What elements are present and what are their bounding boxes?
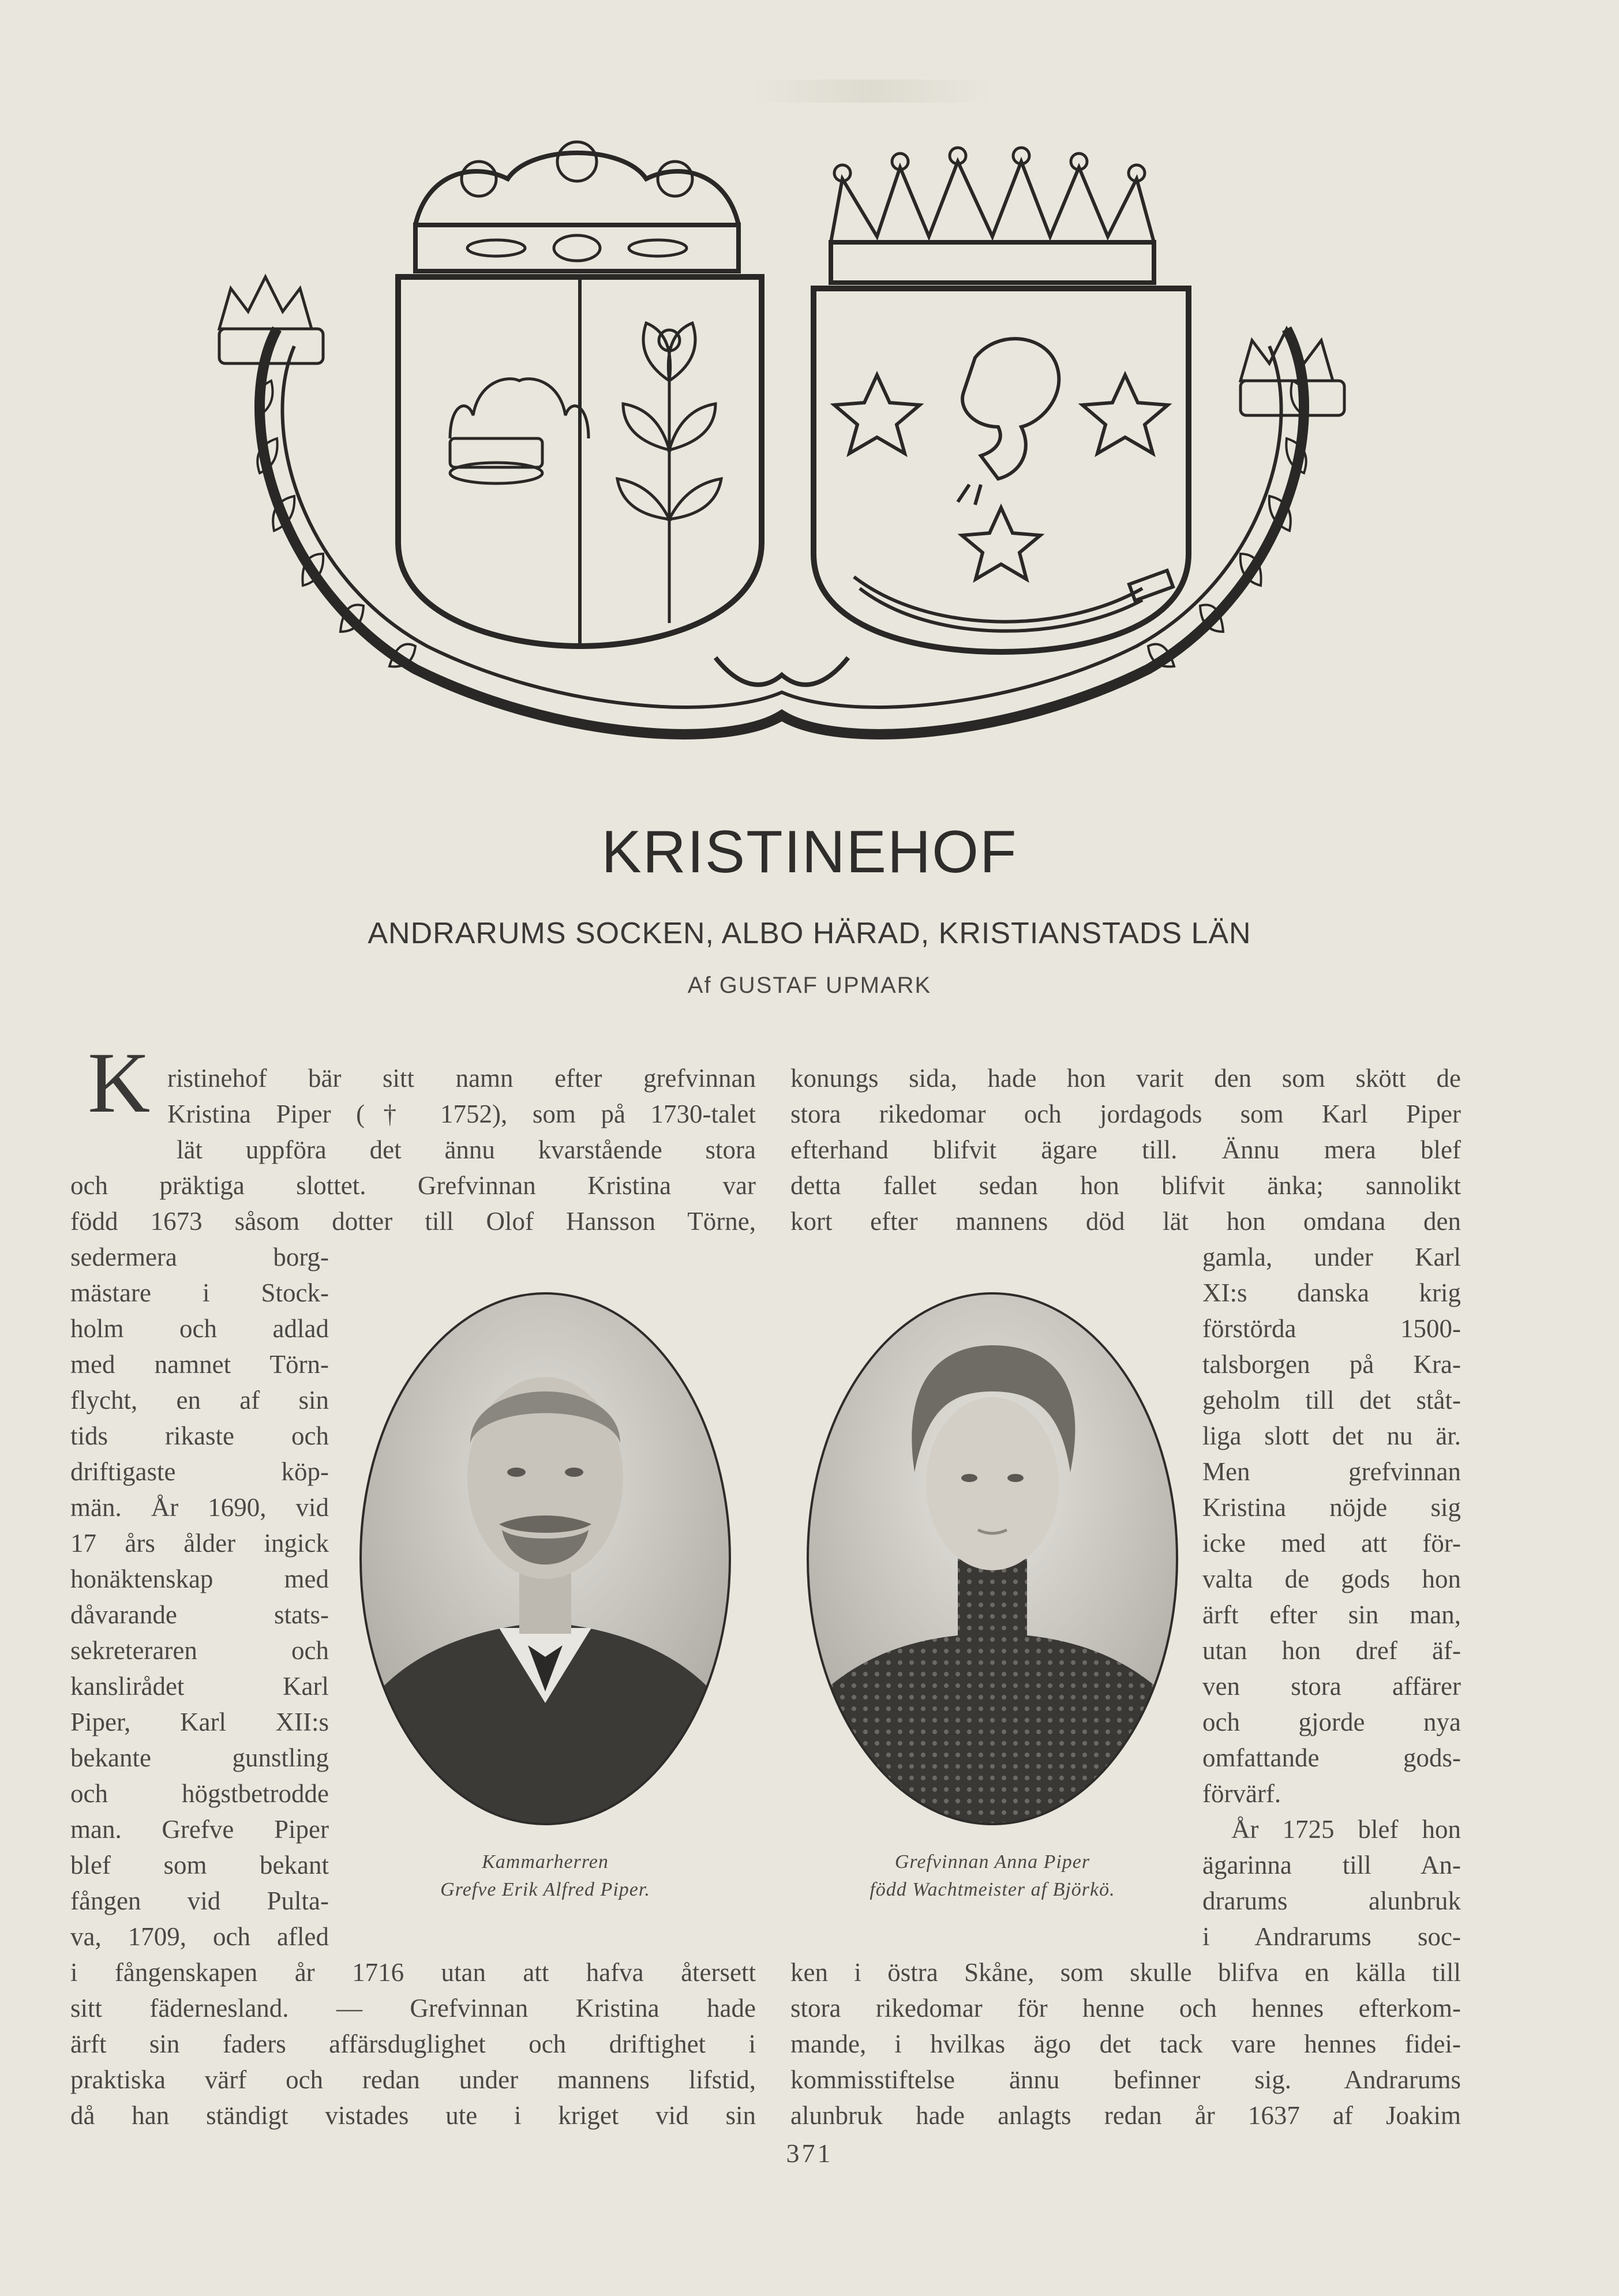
coat-of-arms-illustration <box>208 138 1356 750</box>
ribbon <box>715 658 848 685</box>
text-line: liga slott det nu är. <box>1202 1421 1461 1450</box>
text-line: tids rikaste och <box>70 1421 329 1450</box>
text-line: konungs sida, hade hon varit den som skött de <box>790 1064 1461 1093</box>
page-number: 371 <box>786 2139 833 2168</box>
text-line: honäktenskap med <box>70 1565 329 1593</box>
portrait-anna-piper <box>802 1288 1183 1830</box>
star-icon <box>1082 375 1168 453</box>
text-line: född 1673 såsom dotter till Olof Hansson Törne, <box>70 1207 756 1236</box>
text-line: sekreteraren och <box>70 1636 329 1665</box>
text-line: År 1725 blef hon <box>1231 1815 1461 1844</box>
text-line: man. Grefve Piper <box>70 1815 329 1844</box>
text-line: geholm till det ståt- <box>1202 1386 1461 1415</box>
left-main-crown-icon <box>415 142 739 271</box>
text-line: kort efter mannens död lät hon omdana den <box>790 1207 1461 1236</box>
caption-line: Grefve Erik Alfred Piper. <box>440 1879 650 1900</box>
text-line: valta de gods hon <box>1202 1565 1461 1593</box>
text-line: Kristina nöjde sig <box>1202 1493 1461 1522</box>
text-line: ristinehof bär sitt namn efter grefvinnan <box>167 1064 756 1093</box>
text-line: förstörda 1500- <box>1202 1314 1461 1343</box>
text-line: förvärf. <box>1202 1779 1281 1808</box>
portrait-caption-1 <box>355 1848 736 1904</box>
text-line: ägarinna till An- <box>1202 1851 1461 1879</box>
article-title: KRISTINEHOF <box>601 819 1018 886</box>
crown-icon <box>450 379 589 483</box>
right-main-crown-icon <box>831 148 1154 283</box>
text-line: praktiska värf och redan under mannens lifstid, <box>70 2065 756 2094</box>
text-line: driftigaste köp- <box>70 1457 329 1486</box>
text-line: mästare i Stock- <box>70 1278 329 1307</box>
text-line: utan hon dref äf- <box>1202 1636 1461 1665</box>
text-line: icke med att för- <box>1202 1529 1461 1558</box>
griffin-icon <box>958 339 1059 505</box>
star-icon <box>834 375 920 453</box>
text-line: gamla, under Karl <box>1202 1243 1461 1271</box>
text-line: kanslirådet Karl <box>70 1672 329 1701</box>
bleed-through-ghost <box>750 80 992 103</box>
text-line: Kristina Piper († 1752), som på 1730-talet <box>167 1100 756 1128</box>
article-byline: Af GUSTAF UPMARK <box>687 973 932 998</box>
left-shield <box>398 277 762 646</box>
text-line: efterhand blifvit ägare till. Ännu mera blef <box>790 1135 1461 1164</box>
text-line: blef som bekant <box>70 1851 329 1879</box>
text-line: sitt fädernesland. — Grefvinnan Kristina hade <box>70 1994 756 2023</box>
text-line: fången vid Pulta- <box>70 1886 329 1915</box>
text-line: drarums alunbruk <box>1202 1886 1461 1915</box>
text-line: ken i östra Skåne, som skulle blifva en källa till <box>790 1958 1461 1987</box>
caption-line: Kammarherren <box>482 1851 609 1873</box>
text-line: XI:s danska krig <box>1202 1278 1461 1307</box>
drop-cap: K <box>88 1035 151 1131</box>
text-line: ven stora affärer <box>1202 1672 1461 1701</box>
text-line: i Andrarums soc- <box>1202 1922 1461 1951</box>
text-line: omfattande gods- <box>1202 1743 1461 1772</box>
text-line: sedermera borg- <box>70 1243 329 1271</box>
text-line: flycht, en af sin <box>70 1386 329 1415</box>
text-line: lät uppföra det ännu kvarstående stora <box>177 1135 756 1164</box>
text-line: Men grefvinnan <box>1202 1457 1461 1486</box>
text-line: i fångenskapen år 1716 utan att hafva återsett <box>70 1958 756 1987</box>
text-line: ärft sin faders affärsduglighet och driftighet i <box>70 2029 756 2058</box>
star-icon <box>962 508 1040 579</box>
article-subtitle: ANDRARUMS SOCKEN, ALBO HÄRAD, KRISTIANSTADS LÄN <box>368 917 1251 950</box>
text-line: 17 års ålder ingick <box>70 1529 329 1558</box>
sabre-icon <box>854 571 1173 631</box>
text-line: kommisstiftelse ännu befinner sig. Andrarums <box>790 2065 1461 2094</box>
right-shield <box>814 288 1189 652</box>
portrait-erik-alfred-piper <box>355 1288 736 1830</box>
text-line: stora rikedomar för henne och hennes efterkom- <box>790 1994 1461 2023</box>
text-line: och gjorde nya <box>1202 1708 1461 1736</box>
text-line: mande, i hvilkas ägo det tack vare hennes fidei- <box>790 2029 1461 2058</box>
text-line: ärft efter sin man, <box>1202 1600 1461 1629</box>
caption-line: Grefvinnan Anna Piper <box>894 1851 1090 1873</box>
text-line: stora rikedomar och jordagods som Karl Piper <box>790 1100 1461 1128</box>
text-line: bekante gunstling <box>70 1743 329 1772</box>
text-line: va, 1709, och afled <box>70 1922 329 1951</box>
text-line: och högstbetrodde <box>70 1779 329 1808</box>
text-line: talsborgen på Kra- <box>1202 1350 1461 1379</box>
branch-icon <box>617 323 721 623</box>
text-line: alunbruk hade anlagts redan år 1637 af Joakim <box>790 2101 1461 2130</box>
text-line: män. År 1690, vid <box>70 1493 329 1522</box>
text-line: då han ständigt vistades ute i kriget vid sin <box>70 2101 756 2130</box>
text-line: holm och adlad <box>70 1314 329 1343</box>
text-line: med namnet Törn- <box>70 1350 329 1379</box>
caption-line: född Wachtmeister af Björkö. <box>870 1879 1115 1900</box>
text-line: dåvarande stats- <box>70 1600 329 1629</box>
text-line: och präktiga slottet. Grefvinnan Kristina var <box>70 1171 756 1200</box>
portrait-caption-2 <box>802 1848 1183 1904</box>
text-line: Piper, Karl XII:s <box>70 1708 329 1736</box>
text-line: detta fallet sedan hon blifvit änka; sannolikt <box>790 1171 1461 1200</box>
